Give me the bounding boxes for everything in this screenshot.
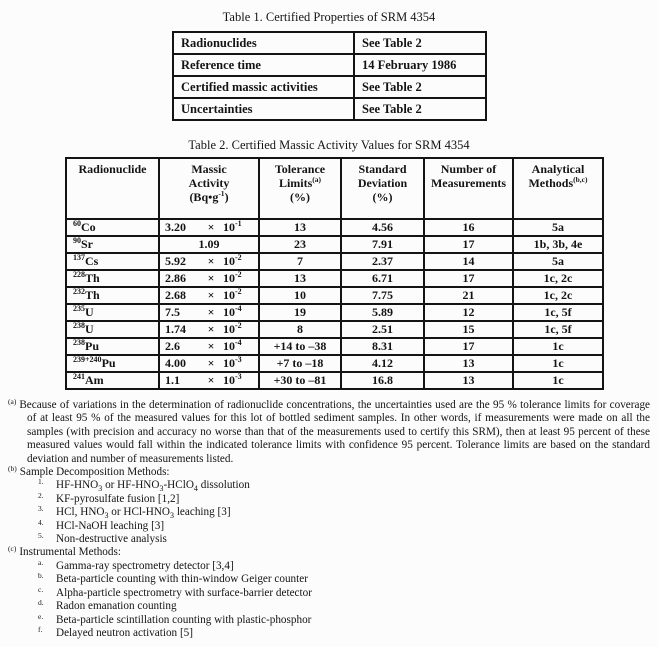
cell-radionuclide: $^{238}$Pu bbox=[66, 338, 159, 355]
cell-n-measurements: 21 bbox=[424, 287, 513, 304]
cell-tolerance: 23 bbox=[259, 236, 341, 253]
table1-value-cell: See Table 2 bbox=[354, 98, 486, 120]
cell-n-measurements: 13 bbox=[424, 372, 513, 389]
footnotes-section bbox=[8, 399, 650, 640]
footnote-a-text: Because of variations in the determination of radionuclide concentrations, the uncertainties used are the 95 % tolerance limits for coverage of at least 95 % of the measured values for this lot of bottled sediment samples. In other words, if measurements were made on all the samples (with precision and accuracy no worse than that of the measurements used to certify this SRM), then at least 95 percent of these measured values would fall within the indicated tolerance limits with confidence 95 percent. Tolerance limits are based on the standard deviation and number of measurements listed. bbox=[19, 399, 650, 465]
table1-property-cell: Certified massic activities bbox=[173, 76, 354, 98]
cell-massic-activity: 5.92 × $10^{-2}$ bbox=[159, 253, 259, 270]
footnote-item-text: HCl-NaOH leaching [3] bbox=[56, 519, 165, 532]
cell-massic-activity: 2.86 × $10^{-2}$ bbox=[159, 270, 259, 287]
cell-n-measurements: 17 bbox=[424, 270, 513, 287]
footnote-c-marker: (c) bbox=[8, 544, 17, 554]
footnote-item: $^{f.}$ Delayed neutron activation [5] bbox=[38, 624, 193, 639]
table2-row bbox=[66, 236, 603, 253]
cell-radionuclide: $^{137}$Cs bbox=[66, 253, 159, 270]
cell-massic-activity: 1.74 × $10^{-2}$ bbox=[159, 321, 259, 338]
table2-header-cell: Radionuclide bbox=[66, 158, 159, 219]
footnote-b-label-text: Sample Decomposition Methods: bbox=[19, 466, 170, 479]
table1-body bbox=[173, 32, 486, 120]
table2-row bbox=[66, 321, 603, 338]
cell-tolerance: +14 to –38 bbox=[259, 338, 341, 355]
table2-row bbox=[66, 287, 603, 304]
table2-header-cell: Standard Deviation (%) bbox=[341, 158, 424, 219]
cell-methods: 1c, 5f bbox=[513, 304, 603, 321]
cell-std-dev: 16.8 bbox=[341, 372, 424, 389]
cell-std-dev: 5.89 bbox=[341, 304, 424, 321]
table2-header-cell: Number of Measurements bbox=[424, 158, 513, 219]
cell-tolerance: 19 bbox=[259, 304, 341, 321]
table2-body bbox=[66, 219, 603, 389]
table2-header-cell: Massic Activity $(Bq•g^{-1})$ bbox=[159, 158, 259, 219]
cell-tolerance: 7 bbox=[259, 253, 341, 270]
cell-massic-activity: 2.6 × $10^{-4}$ bbox=[159, 338, 259, 355]
cell-massic-activity: 3.20 × $10^{-1}$ bbox=[159, 219, 259, 236]
cell-methods: 1b, 3b, 4e bbox=[513, 236, 603, 253]
cell-radionuclide: $^{90}$Sr bbox=[66, 236, 159, 253]
footnote-item: $^{1.}$ $HF-HNO_3$ or $HF-HNO_3-HClO_4$ dissolution bbox=[38, 477, 250, 494]
cell-tolerance: 8 bbox=[259, 321, 341, 338]
table2-row bbox=[66, 355, 603, 372]
cell-n-measurements: 13 bbox=[424, 355, 513, 372]
footnote-item-text: Non-destructive analysis bbox=[56, 533, 167, 546]
cell-radionuclide: $^{60}$Co bbox=[66, 219, 159, 236]
table1-row bbox=[173, 98, 486, 120]
footnote-b-label bbox=[8, 466, 650, 479]
cell-methods: 1c bbox=[513, 355, 603, 372]
table2-row bbox=[66, 304, 603, 321]
cell-tolerance: +7 to –18 bbox=[259, 355, 341, 372]
table1-value-cell: 14 February 1986 bbox=[354, 54, 486, 76]
cell-radionuclide: $^{238}$U bbox=[66, 321, 159, 338]
cell-radionuclide: $^{235}$U bbox=[66, 304, 159, 321]
footnote-item: $^{4.}$ HCl-NaOH leaching [3] bbox=[38, 517, 165, 532]
table2-row bbox=[66, 372, 603, 389]
cell-massic-activity: 7.5 × $10^{-4}$ bbox=[159, 304, 259, 321]
cell-radionuclide: $^{239+240}$Pu bbox=[66, 355, 159, 372]
cell-std-dev: 7.75 bbox=[341, 287, 424, 304]
cell-n-measurements: 16 bbox=[424, 219, 513, 236]
footnote-c-items bbox=[8, 557, 650, 640]
footnote-item: $^{2.}$ KF-pyrosulfate fusion [1,2] bbox=[38, 490, 180, 505]
table2-row bbox=[66, 219, 603, 236]
cell-radionuclide: $^{241}$Am bbox=[66, 372, 159, 389]
footnote-item-text: Alpha-particle spectrometry with surface-barrier detector bbox=[56, 586, 312, 599]
footnote-item-text: Beta-particle counting with thin-window Geiger counter bbox=[56, 573, 308, 586]
cell-n-measurements: 12 bbox=[424, 304, 513, 321]
cell-tolerance: 10 bbox=[259, 287, 341, 304]
table2-row bbox=[66, 338, 603, 355]
table1-title: Table 1. Certified Properties of SRM 4354 bbox=[222, 10, 436, 24]
table2-title: Table 2. Certified Massic Activity Values for SRM 4354 bbox=[188, 138, 470, 152]
footnote-b-marker: (b) bbox=[8, 464, 17, 474]
cell-radionuclide: $^{232}$Th bbox=[66, 287, 159, 304]
table2-header-row bbox=[66, 158, 603, 219]
cell-tolerance: 13 bbox=[259, 219, 341, 236]
table1-row bbox=[173, 54, 486, 76]
cell-n-measurements: 14 bbox=[424, 253, 513, 270]
table1-value-cell: See Table 2 bbox=[354, 76, 486, 98]
footnote-item-text: KF-pyrosulfate fusion [1,2] bbox=[56, 492, 180, 505]
table1-row bbox=[173, 76, 486, 98]
cell-methods: 1c bbox=[513, 372, 603, 389]
table2-header-cell: Tolerance Limits$^{(a)}$ (%) bbox=[259, 158, 341, 219]
cell-radionuclide: $^{228}$Th bbox=[66, 270, 159, 287]
footnote-item-text: Gamma-ray spectrometry detector [3,4] bbox=[56, 559, 234, 572]
cell-n-measurements: 17 bbox=[424, 236, 513, 253]
table2-row bbox=[66, 270, 603, 287]
footnote-item: $^{e.}$ Beta-particle scintillation counting with plastic-phosphor bbox=[38, 611, 312, 626]
table2-row bbox=[66, 253, 603, 270]
cell-std-dev: 2.37 bbox=[341, 253, 424, 270]
cell-n-measurements: 17 bbox=[424, 338, 513, 355]
cell-std-dev: 4.56 bbox=[341, 219, 424, 236]
cell-methods: 5a bbox=[513, 219, 603, 236]
table1-row bbox=[173, 32, 486, 54]
footnote-item-text: HCl, $HNO_3$ or HCl-$HNO_3$ leaching [3] bbox=[56, 506, 231, 521]
cell-massic-activity: 4.00 × $10^{-3}$ bbox=[159, 355, 259, 372]
footnote-b-items bbox=[8, 479, 650, 546]
table1 bbox=[172, 31, 487, 121]
footnote-item: $^{d.}$ Radon emanation counting bbox=[38, 598, 177, 613]
footnote-item-text: Delayed neutron activation [5] bbox=[56, 626, 193, 639]
cell-methods: 1c, 2c bbox=[513, 270, 603, 287]
cell-methods: 1c, 2c bbox=[513, 287, 603, 304]
footnote-item-text: Radon emanation counting bbox=[56, 600, 177, 613]
cell-tolerance: 13 bbox=[259, 270, 341, 287]
cell-std-dev: 7.91 bbox=[341, 236, 424, 253]
footnote-item-text: $HF-HNO_3$ or $HF-HNO_3-HClO_4$ dissolution bbox=[56, 479, 250, 494]
table1-property-cell: Reference time bbox=[173, 54, 354, 76]
table1-property-cell: Radionuclides bbox=[173, 32, 354, 54]
cell-methods: 1c, 5f bbox=[513, 321, 603, 338]
cell-methods: 5a bbox=[513, 253, 603, 270]
cell-std-dev: 6.71 bbox=[341, 270, 424, 287]
footnote-item: $^{a.}$ Gamma-ray spectrometry detector [3,4] bbox=[38, 557, 234, 572]
footnote-item: $^{3.}$ HCl, $HNO_3$ or HCl-$HNO_3$ leaching [3] bbox=[38, 504, 231, 521]
footnote-item: $^{c.}$ Alpha-particle spectrometry with surface-barrier detector bbox=[38, 584, 312, 599]
footnote-item: $^{b.}$ Beta-particle counting with thin-window Geiger counter bbox=[38, 571, 308, 586]
cell-methods: 1c bbox=[513, 338, 603, 355]
cell-std-dev: 2.51 bbox=[341, 321, 424, 338]
cell-massic-activity: 2.68 × $10^{-2}$ bbox=[159, 287, 259, 304]
cell-massic-activity: 1.1 × $10^{-3}$ bbox=[159, 372, 259, 389]
cell-n-measurements: 15 bbox=[424, 321, 513, 338]
footnote-a-marker: (a) bbox=[8, 397, 17, 406]
footnote-a bbox=[8, 399, 650, 466]
footnote-c-label bbox=[8, 546, 650, 559]
table2-header-cell: Analytical Methods$^{(b,c)}$ bbox=[513, 158, 603, 219]
table2 bbox=[65, 157, 604, 390]
table1-value-cell: See Table 2 bbox=[354, 32, 486, 54]
table1-property-cell: Uncertainties bbox=[173, 98, 354, 120]
cell-std-dev: 8.31 bbox=[341, 338, 424, 355]
cell-tolerance: +30 to –81 bbox=[259, 372, 341, 389]
footnote-item-text: Beta-particle scintillation counting with plastic-phosphor bbox=[56, 613, 312, 626]
cell-massic-activity: 1.09 bbox=[159, 236, 259, 253]
footnote-item: $^{5.}$ Non-destructive analysis bbox=[38, 531, 167, 546]
cell-std-dev: 4.12 bbox=[341, 355, 424, 372]
footnote-c-label-text: Instrumental Methods: bbox=[19, 546, 121, 559]
